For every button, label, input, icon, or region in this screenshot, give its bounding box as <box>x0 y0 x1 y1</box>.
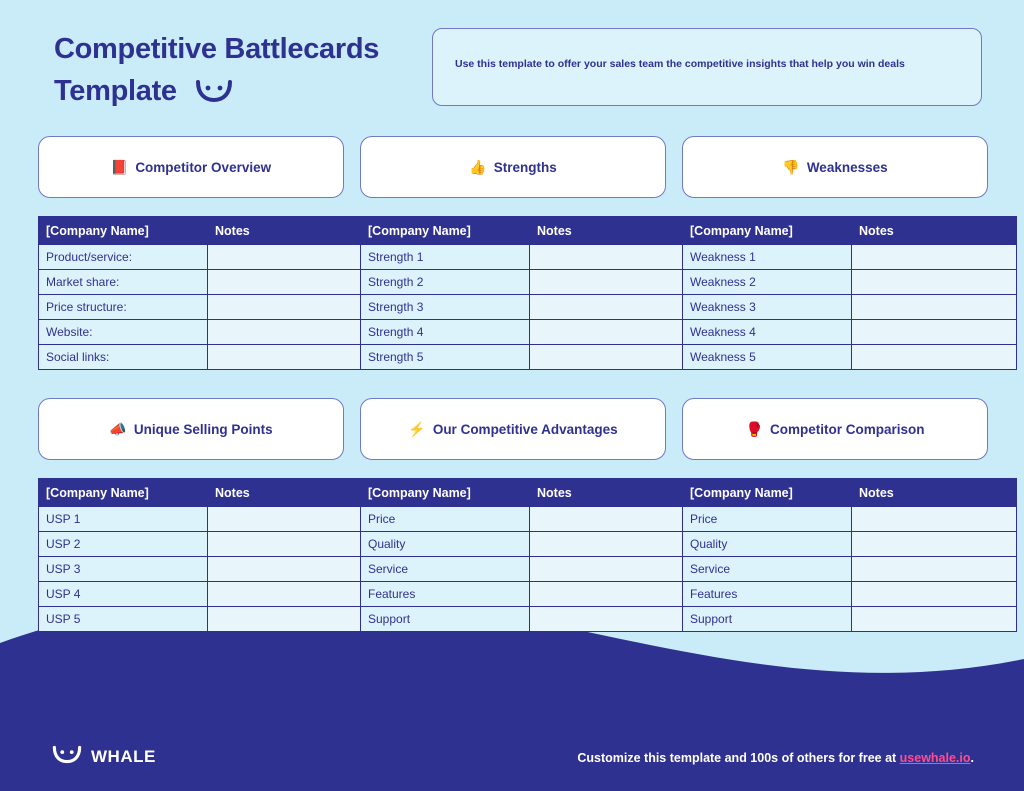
table-header-row <box>361 217 695 245</box>
row-label: Strength 5 <box>361 345 530 370</box>
notes-cell[interactable] <box>852 557 1017 582</box>
card-title: Competitor Overview <box>135 159 272 175</box>
card-strengths <box>360 136 666 370</box>
table-row <box>361 345 695 370</box>
column-header-company: [Company Name] <box>361 479 530 507</box>
whale-smile-icon <box>195 73 233 115</box>
table-our-competitive-advantages <box>360 478 695 632</box>
notes-cell[interactable] <box>208 607 373 632</box>
notes-cell[interactable] <box>530 532 695 557</box>
table-row <box>39 532 373 557</box>
notes-cell[interactable] <box>530 607 695 632</box>
card-title: Our Competitive Advantages <box>432 421 618 437</box>
notes-cell[interactable] <box>208 245 373 270</box>
table-competitor-comparison <box>682 478 1017 632</box>
row-label: Weakness 4 <box>683 320 852 345</box>
row-label: Price <box>683 507 852 532</box>
row-label: Weakness 1 <box>683 245 852 270</box>
row-label: Features <box>361 582 530 607</box>
table-row <box>39 557 373 582</box>
book-icon: 📕 <box>110 159 129 175</box>
table-row <box>39 345 373 370</box>
table-unique-selling-points <box>38 478 373 632</box>
table-row <box>683 320 1017 345</box>
notes-cell[interactable] <box>852 345 1017 370</box>
footer-note-suffix: . <box>970 751 974 765</box>
notes-cell[interactable] <box>208 270 373 295</box>
brand-logo <box>52 745 156 769</box>
table-row <box>361 557 695 582</box>
row-label: Support <box>361 607 530 632</box>
notes-cell[interactable] <box>530 320 695 345</box>
table-row <box>683 607 1017 632</box>
card-unique-selling-points <box>38 398 344 632</box>
lightning-bolt-icon: ⚡ <box>408 421 426 437</box>
notes-cell[interactable] <box>530 295 695 320</box>
card-header-strengths[interactable] <box>360 136 666 198</box>
column-header-notes: Notes <box>852 479 1017 507</box>
table-header-row <box>39 479 373 507</box>
thumbs-down-icon: 👎 <box>782 159 800 175</box>
card-row-1 <box>38 136 988 370</box>
row-label: USP 4 <box>39 582 208 607</box>
row-label: Weakness 3 <box>683 295 852 320</box>
battlecards-grid <box>38 136 988 660</box>
row-label: Strength 1 <box>361 245 530 270</box>
card-title: Strengths <box>493 159 557 175</box>
brand-name: WHALE <box>91 747 156 766</box>
card-header-our-competitive-advantages[interactable] <box>360 398 666 460</box>
table-row <box>683 345 1017 370</box>
table-row <box>361 320 695 345</box>
table-row <box>683 245 1017 270</box>
card-competitor-overview <box>38 136 344 370</box>
footer-note <box>577 751 974 765</box>
table-header-row <box>683 479 1017 507</box>
notes-cell[interactable] <box>530 245 695 270</box>
whale-smile-icon <box>52 745 82 769</box>
notes-cell[interactable] <box>852 607 1017 632</box>
column-header-notes: Notes <box>530 479 695 507</box>
table-row <box>39 582 373 607</box>
card-title: Unique Selling Points <box>133 421 273 437</box>
table-row <box>361 270 695 295</box>
column-header-company: [Company Name] <box>39 479 208 507</box>
table-row <box>361 507 695 532</box>
table-row <box>683 507 1017 532</box>
notes-cell[interactable] <box>208 582 373 607</box>
notes-cell[interactable] <box>530 345 695 370</box>
table-row <box>39 295 373 320</box>
page-title-text: Competitive Battlecards Template <box>54 33 380 108</box>
column-header-company: [Company Name] <box>39 217 208 245</box>
card-weaknesses <box>682 136 988 370</box>
table-header-row <box>683 217 1017 245</box>
notes-cell[interactable] <box>852 245 1017 270</box>
table-weaknesses <box>682 216 1017 370</box>
subtitle-text: Use this template to offer your sales team the competitive insights that help you win deals <box>455 58 905 70</box>
card-header-competitor-comparison[interactable] <box>682 398 988 460</box>
column-header-notes: Notes <box>208 217 373 245</box>
table-competitor-overview <box>38 216 373 370</box>
row-label: USP 1 <box>39 507 208 532</box>
row-label: Weakness 5 <box>683 345 852 370</box>
column-header-notes: Notes <box>208 479 373 507</box>
notes-cell[interactable] <box>530 507 695 532</box>
notes-cell[interactable] <box>208 320 373 345</box>
row-label: Website: <box>39 320 208 345</box>
row-label: Quality <box>361 532 530 557</box>
notes-cell[interactable] <box>530 582 695 607</box>
notes-cell[interactable] <box>208 532 373 557</box>
table-row <box>683 557 1017 582</box>
table-row <box>361 245 695 270</box>
subtitle-callout-box <box>432 28 982 106</box>
notes-cell[interactable] <box>852 532 1017 557</box>
table-row <box>39 270 373 295</box>
thumbs-up-icon: 👍 <box>469 159 487 175</box>
column-header-company: [Company Name] <box>361 217 530 245</box>
row-label: Price structure: <box>39 295 208 320</box>
card-header-weaknesses[interactable] <box>682 136 988 198</box>
row-label: USP 5 <box>39 607 208 632</box>
notes-cell[interactable] <box>852 295 1017 320</box>
table-row <box>361 295 695 320</box>
table-row <box>683 270 1017 295</box>
notes-cell[interactable] <box>852 320 1017 345</box>
column-header-notes: Notes <box>530 217 695 245</box>
row-label: Strength 2 <box>361 270 530 295</box>
table-header-row <box>361 479 695 507</box>
row-label: Strength 3 <box>361 295 530 320</box>
notes-cell[interactable] <box>530 270 695 295</box>
table-row <box>361 532 695 557</box>
card-header-unique-selling-points[interactable] <box>38 398 344 460</box>
row-label: Support <box>683 607 852 632</box>
usewhale-link[interactable]: usewhale.io <box>899 751 971 765</box>
row-label: Features <box>683 582 852 607</box>
row-label: USP 3 <box>39 557 208 582</box>
table-row <box>683 532 1017 557</box>
row-label: Product/service: <box>39 245 208 270</box>
column-header-company: [Company Name] <box>683 479 852 507</box>
table-row <box>39 507 373 532</box>
card-title: Competitor Comparison <box>769 421 925 437</box>
table-row <box>361 582 695 607</box>
column-header-company: [Company Name] <box>683 217 852 245</box>
row-label: Weakness 2 <box>683 270 852 295</box>
row-label: USP 2 <box>39 532 208 557</box>
row-label: Quality <box>683 532 852 557</box>
megaphone-icon: 📣 <box>109 421 127 437</box>
card-title: Weaknesses <box>806 159 888 175</box>
page-footer <box>0 701 1024 791</box>
notes-cell[interactable] <box>852 270 1017 295</box>
card-header-competitor-overview[interactable] <box>38 136 344 198</box>
card-row-2 <box>38 398 988 632</box>
notes-cell[interactable] <box>852 582 1017 607</box>
page-header <box>40 20 990 125</box>
table-row <box>39 245 373 270</box>
row-label: Market share: <box>39 270 208 295</box>
table-row <box>39 607 373 632</box>
notes-cell[interactable] <box>208 345 373 370</box>
table-header-row <box>39 217 373 245</box>
notes-cell[interactable] <box>208 295 373 320</box>
table-row <box>361 607 695 632</box>
column-header-notes: Notes <box>852 217 1017 245</box>
table-strengths <box>360 216 695 370</box>
notes-cell[interactable] <box>852 507 1017 532</box>
row-label: Social links: <box>39 345 208 370</box>
row-label: Service <box>683 557 852 582</box>
table-row <box>683 295 1017 320</box>
card-competitor-comparison <box>682 398 988 632</box>
row-label: Price <box>361 507 530 532</box>
row-label: Service <box>361 557 530 582</box>
card-our-competitive-advantages <box>360 398 666 632</box>
page-title <box>54 28 474 115</box>
notes-cell[interactable] <box>208 507 373 532</box>
boxing-glove-icon: 🥊 <box>745 421 763 437</box>
table-row <box>39 320 373 345</box>
notes-cell[interactable] <box>208 557 373 582</box>
footer-note-prefix: Customize this template and 100s of others for free at <box>577 751 900 765</box>
row-label: Strength 4 <box>361 320 530 345</box>
table-row <box>683 582 1017 607</box>
notes-cell[interactable] <box>530 557 695 582</box>
